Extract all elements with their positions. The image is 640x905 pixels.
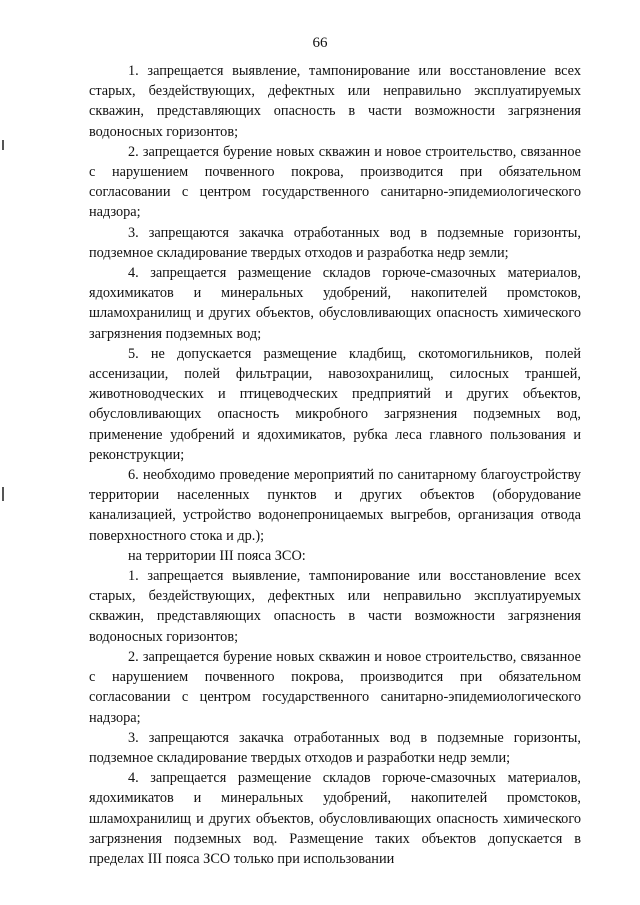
paragraph: 4. запрещается размещение складов горюче-смазочных материалов, ядохимикатов и минеральных удобрений, накопителей промстоков, шламохранилищ и других объектов, обусловливающих опасность химического загрязнения подземных вод; bbox=[89, 265, 581, 342]
paragraph: 6. необходимо проведение мероприятий по санитарному благоустройству территории населенных пунктов и других объектов (оборудование канализацией, устройство водонепроницаемых выгребов, организация отвода поверхностного стока и др.); bbox=[89, 467, 581, 544]
paragraph: 4. запрещается размещение складов горюче-смазочных материалов, ядохимикатов и минеральных удобрений, накопителей промстоков, шламохранилищ и других объектов, обусловливающих опасность химического загрязнения подземных вод. Размещение таких объектов допускается в пределах III пояса ЗСО только при использовании bbox=[89, 770, 581, 867]
section-heading: на территории III пояса ЗСО: bbox=[128, 547, 306, 564]
paragraph: 3. запрещаются закачка отработанных вод в подземные горизонты, подземное складирование твердых отходов и разработка недр земли; bbox=[89, 224, 581, 261]
paragraph: 3. запрещаются закачка отработанных вод в подземные горизонты, подземное складирование твердых отходов и разработки недр земли; bbox=[89, 729, 581, 766]
paragraph: 1. запрещается выявление, тампонирование или восстановление всех старых, бездействующих, дефектных или неправильно эксплуатируемых скважин, представляющих опасность в части возможности загрязнения водоносных горизонтов; bbox=[89, 63, 581, 140]
scan-edge-mark bbox=[2, 487, 4, 501]
scan-edge-mark bbox=[2, 140, 4, 150]
paragraph: 2. запрещается бурение новых скважин и новое строительство, связанное с нарушением почвенного покрова, производится при обязательном согласовании с центром государственного санитарно-эпидемиологического надзора; bbox=[89, 648, 581, 726]
paragraph: 2. запрещается бурение новых скважин и новое строительство, связанное с нарушением почвенного покрова, производится при обязательном согласовании с центром государственного санитарно-эпидемиологического надзора; bbox=[89, 143, 581, 221]
paragraph: 5. не допускается размещение кладбищ, скотомогильников, полей ассенизации, полей фильтрации, навозохранилищ, силосных траншей, животноводческих и птицеводческих предприятий и других объектов, обусловливающих опасность микробного загрязнения подземных вод, применение удобрений и ядохимикатов, рубка леса главного пользования и реконструкции; bbox=[89, 345, 581, 463]
paragraph: 1. запрещается выявление, тампонирование или восстановление всех старых, бездействующих, дефектных или неправильно эксплуатируемых скважин, представляющих опасность в части возможности загрязнения водоносных горизонтов; bbox=[89, 568, 581, 645]
page-number: 66 bbox=[312, 35, 328, 51]
document-body bbox=[89, 61, 581, 869]
